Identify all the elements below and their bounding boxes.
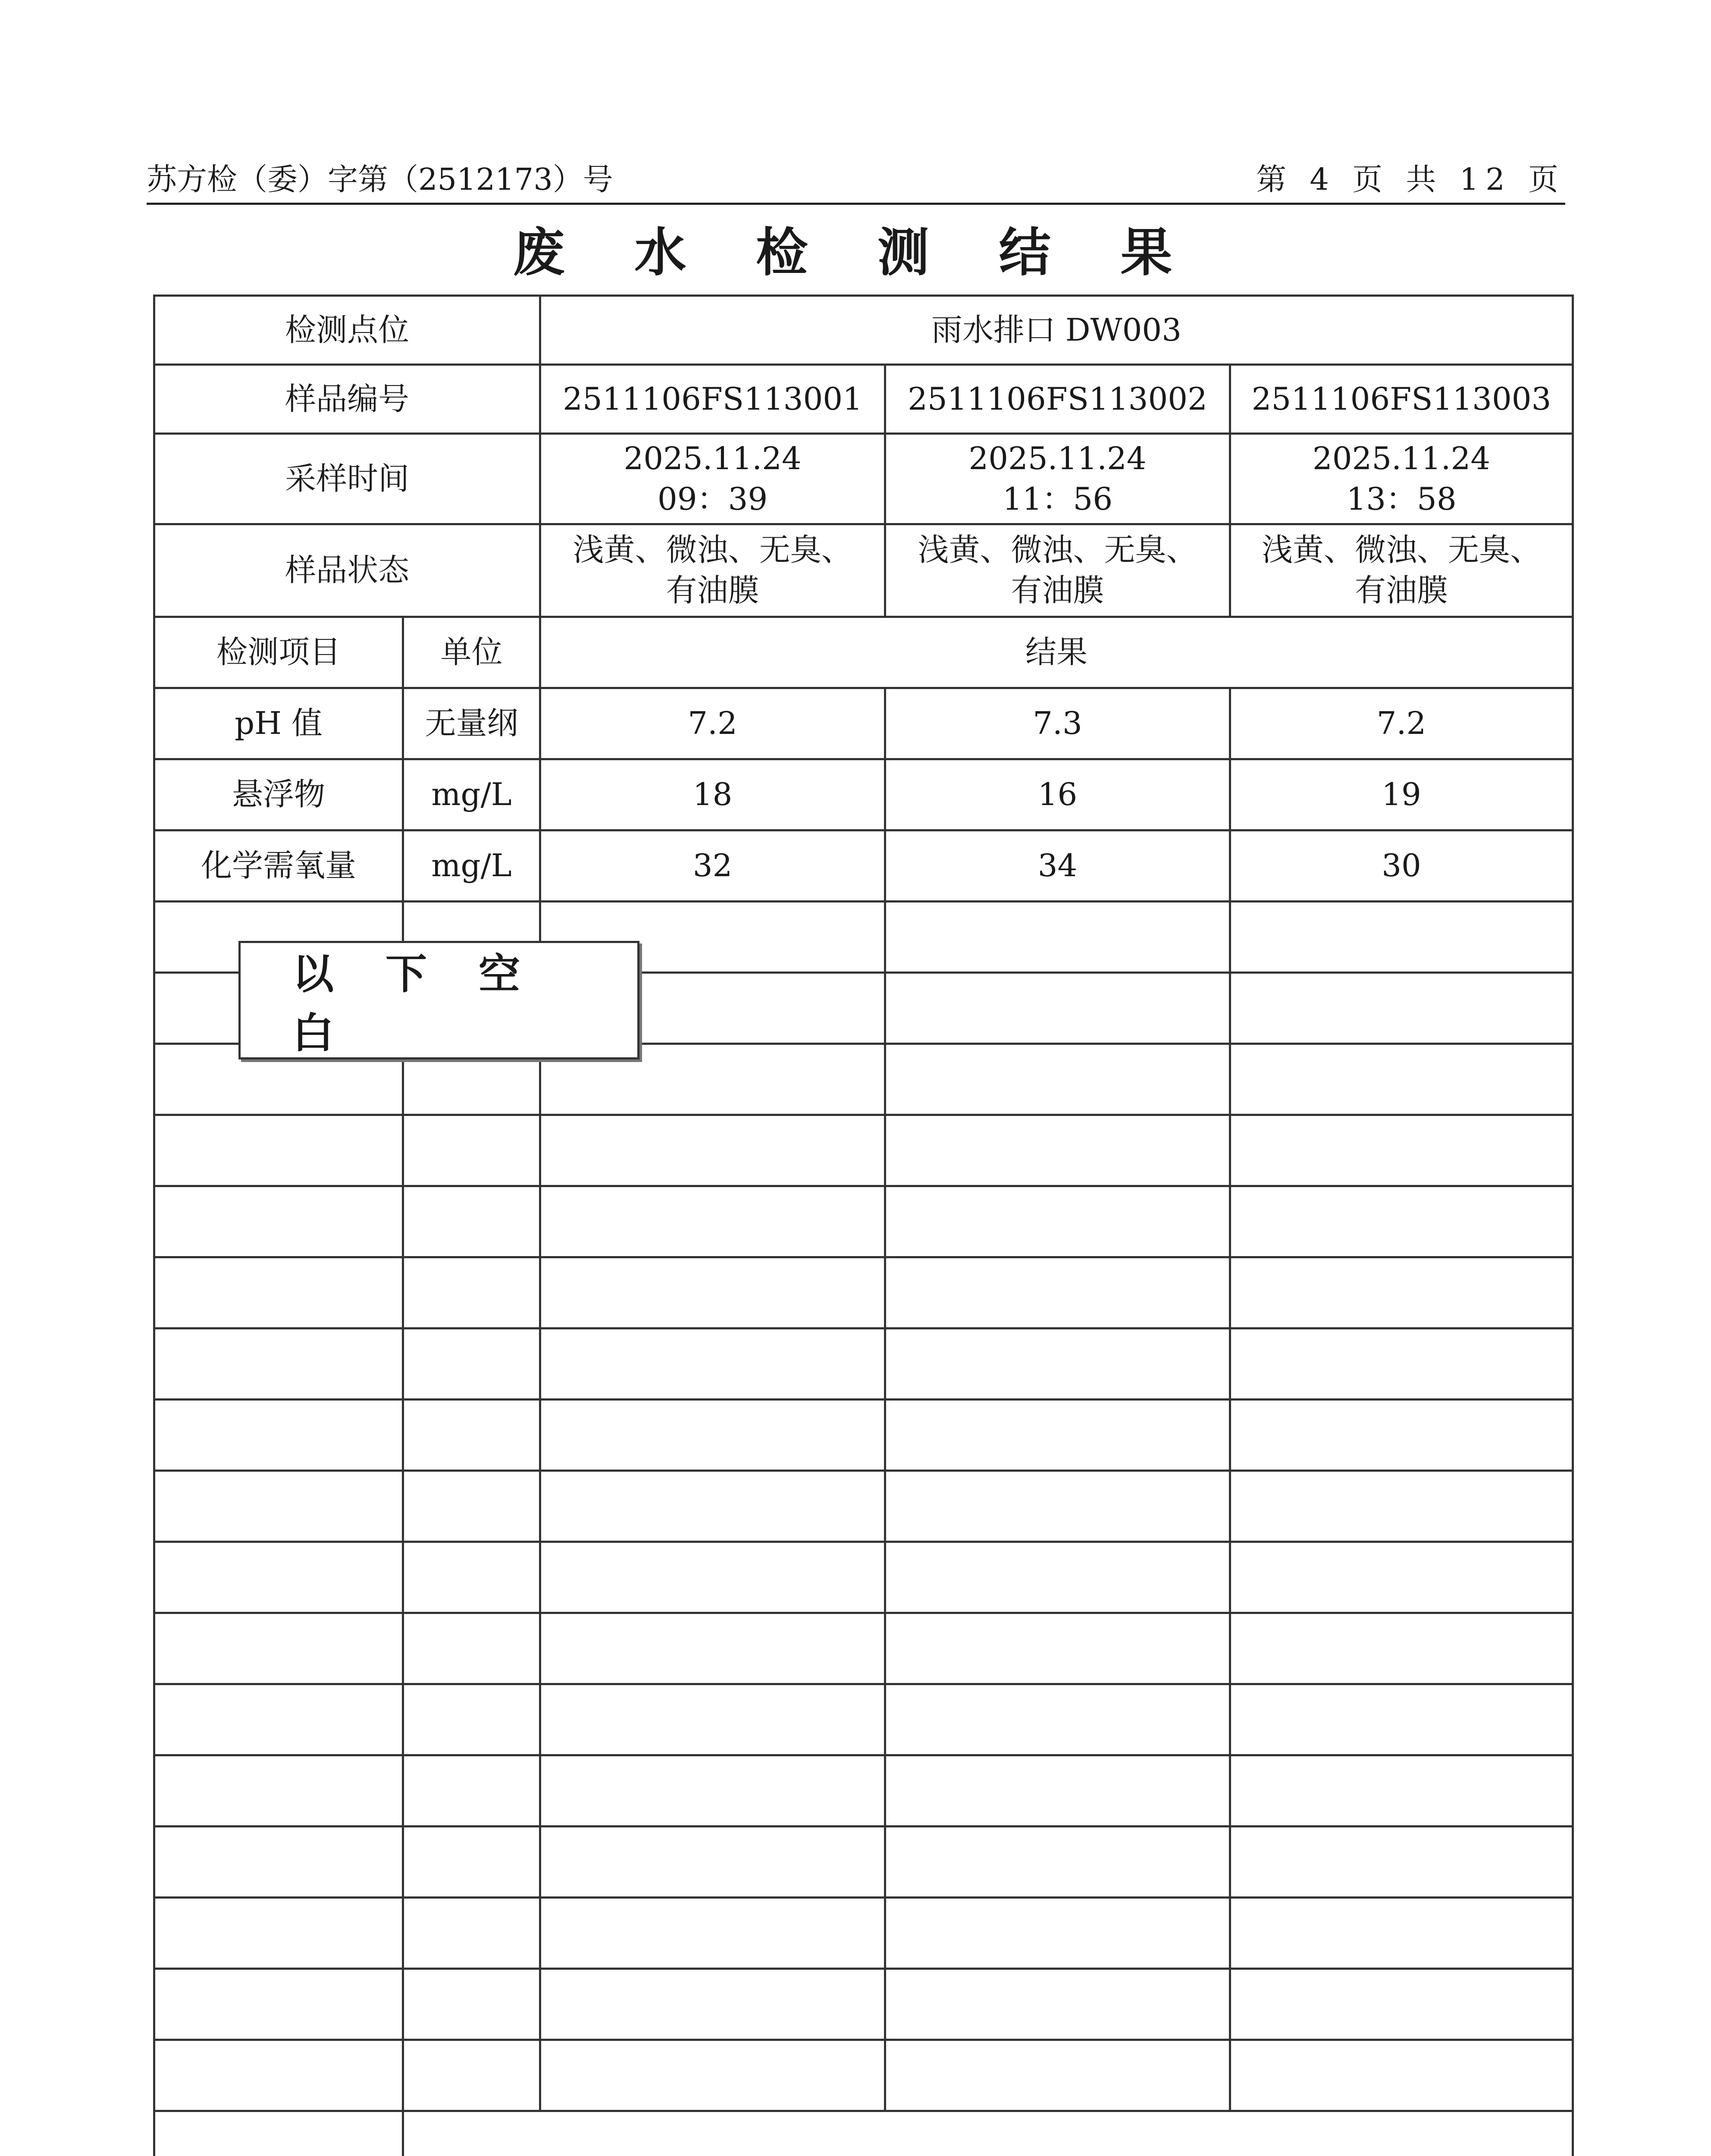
time-cell bbox=[1230, 434, 1573, 524]
result-value: 18 bbox=[540, 759, 885, 830]
empty-row bbox=[154, 1898, 1573, 1969]
item-unit: 无量纲 bbox=[403, 688, 540, 759]
table-row bbox=[154, 830, 1573, 902]
time-date: 2025.11.24 bbox=[1312, 440, 1491, 476]
result-value: 7.2 bbox=[540, 688, 885, 759]
empty-row bbox=[154, 1755, 1573, 1827]
status-cell bbox=[1230, 524, 1573, 617]
result-value: 30 bbox=[1230, 830, 1573, 902]
report-number: 苏方检（委）字第（2512173）号 bbox=[147, 162, 613, 197]
status-line: 有油膜 bbox=[1355, 572, 1448, 608]
empty-row bbox=[154, 1613, 1573, 1684]
item-unit: mg/L bbox=[403, 830, 540, 902]
time-cell bbox=[885, 434, 1230, 524]
empty-row bbox=[154, 1115, 1573, 1186]
point-value: 雨水排口 DW003 bbox=[540, 296, 1573, 365]
empty-row bbox=[154, 1471, 1573, 1542]
remarks-row bbox=[154, 2111, 1573, 2156]
time-date: 2025.11.24 bbox=[968, 440, 1147, 476]
result-value: 34 bbox=[885, 830, 1230, 902]
result-value: 19 bbox=[1230, 759, 1573, 830]
sample-no-cell: 2511106FS113001 bbox=[540, 365, 885, 434]
table-row bbox=[154, 617, 1573, 688]
empty-row bbox=[154, 1684, 1573, 1755]
empty-row bbox=[154, 1329, 1573, 1400]
result-value: 16 bbox=[885, 759, 1230, 830]
sample-no-cell: 2511106FS113002 bbox=[885, 365, 1230, 434]
empty-row bbox=[154, 1257, 1573, 1329]
item-header: 检测项目 bbox=[154, 617, 403, 688]
empty-row bbox=[154, 1969, 1573, 2040]
time-label: 采样时间 bbox=[154, 434, 540, 524]
results-table bbox=[153, 295, 1574, 2156]
item-unit: mg/L bbox=[403, 759, 540, 830]
time-date: 2025.11.24 bbox=[624, 440, 802, 476]
item-name: 化学需氧量 bbox=[154, 830, 403, 902]
point-label: 检测点位 bbox=[154, 296, 540, 365]
time-clock: 09：39 bbox=[657, 480, 768, 517]
table-row bbox=[154, 296, 1573, 365]
time-clock: 11：56 bbox=[1002, 480, 1113, 517]
status-line: 有油膜 bbox=[1011, 572, 1104, 608]
item-name: 悬浮物 bbox=[154, 759, 403, 830]
time-clock: 13：58 bbox=[1346, 480, 1457, 517]
sample-no-label: 样品编号 bbox=[154, 365, 540, 434]
status-label: 样品状态 bbox=[154, 524, 540, 617]
status-line: 浅黄、微浊、无臭、 bbox=[573, 532, 852, 568]
remarks-label bbox=[154, 2111, 403, 2156]
sample-no-cell: 2511106FS113003 bbox=[1230, 365, 1573, 434]
empty-row bbox=[154, 1542, 1573, 1613]
table-row bbox=[154, 365, 1573, 434]
empty-row bbox=[154, 2040, 1573, 2111]
header-rule bbox=[147, 203, 1565, 205]
remarks-value bbox=[403, 2111, 1573, 2156]
result-value: 7.3 bbox=[885, 688, 1230, 759]
empty-row bbox=[154, 1400, 1573, 1471]
result-value: 32 bbox=[540, 830, 885, 902]
status-cell bbox=[885, 524, 1230, 617]
result-value: 7.2 bbox=[1230, 688, 1573, 759]
table-row bbox=[154, 759, 1573, 830]
status-cell bbox=[540, 524, 885, 617]
status-line: 浅黄、微浊、无臭、 bbox=[1262, 532, 1542, 568]
page-title: 废 水 检 测 结 果 bbox=[513, 222, 1198, 283]
table-row bbox=[154, 434, 1573, 524]
table-row bbox=[154, 524, 1573, 617]
status-line: 浅黄、微浊、无臭、 bbox=[918, 532, 1197, 568]
page-info: 第 4 页 共 12 页 bbox=[1256, 162, 1565, 197]
unit-header: 单位 bbox=[403, 617, 540, 688]
blank-below-stamp: 以下空白 bbox=[238, 941, 639, 1059]
time-cell bbox=[540, 434, 885, 524]
status-line: 有油膜 bbox=[666, 572, 759, 608]
result-header: 结果 bbox=[540, 617, 1573, 688]
item-name: pH 值 bbox=[154, 688, 403, 759]
table-row bbox=[154, 688, 1573, 759]
empty-row bbox=[154, 1186, 1573, 1257]
empty-row bbox=[154, 1827, 1573, 1898]
